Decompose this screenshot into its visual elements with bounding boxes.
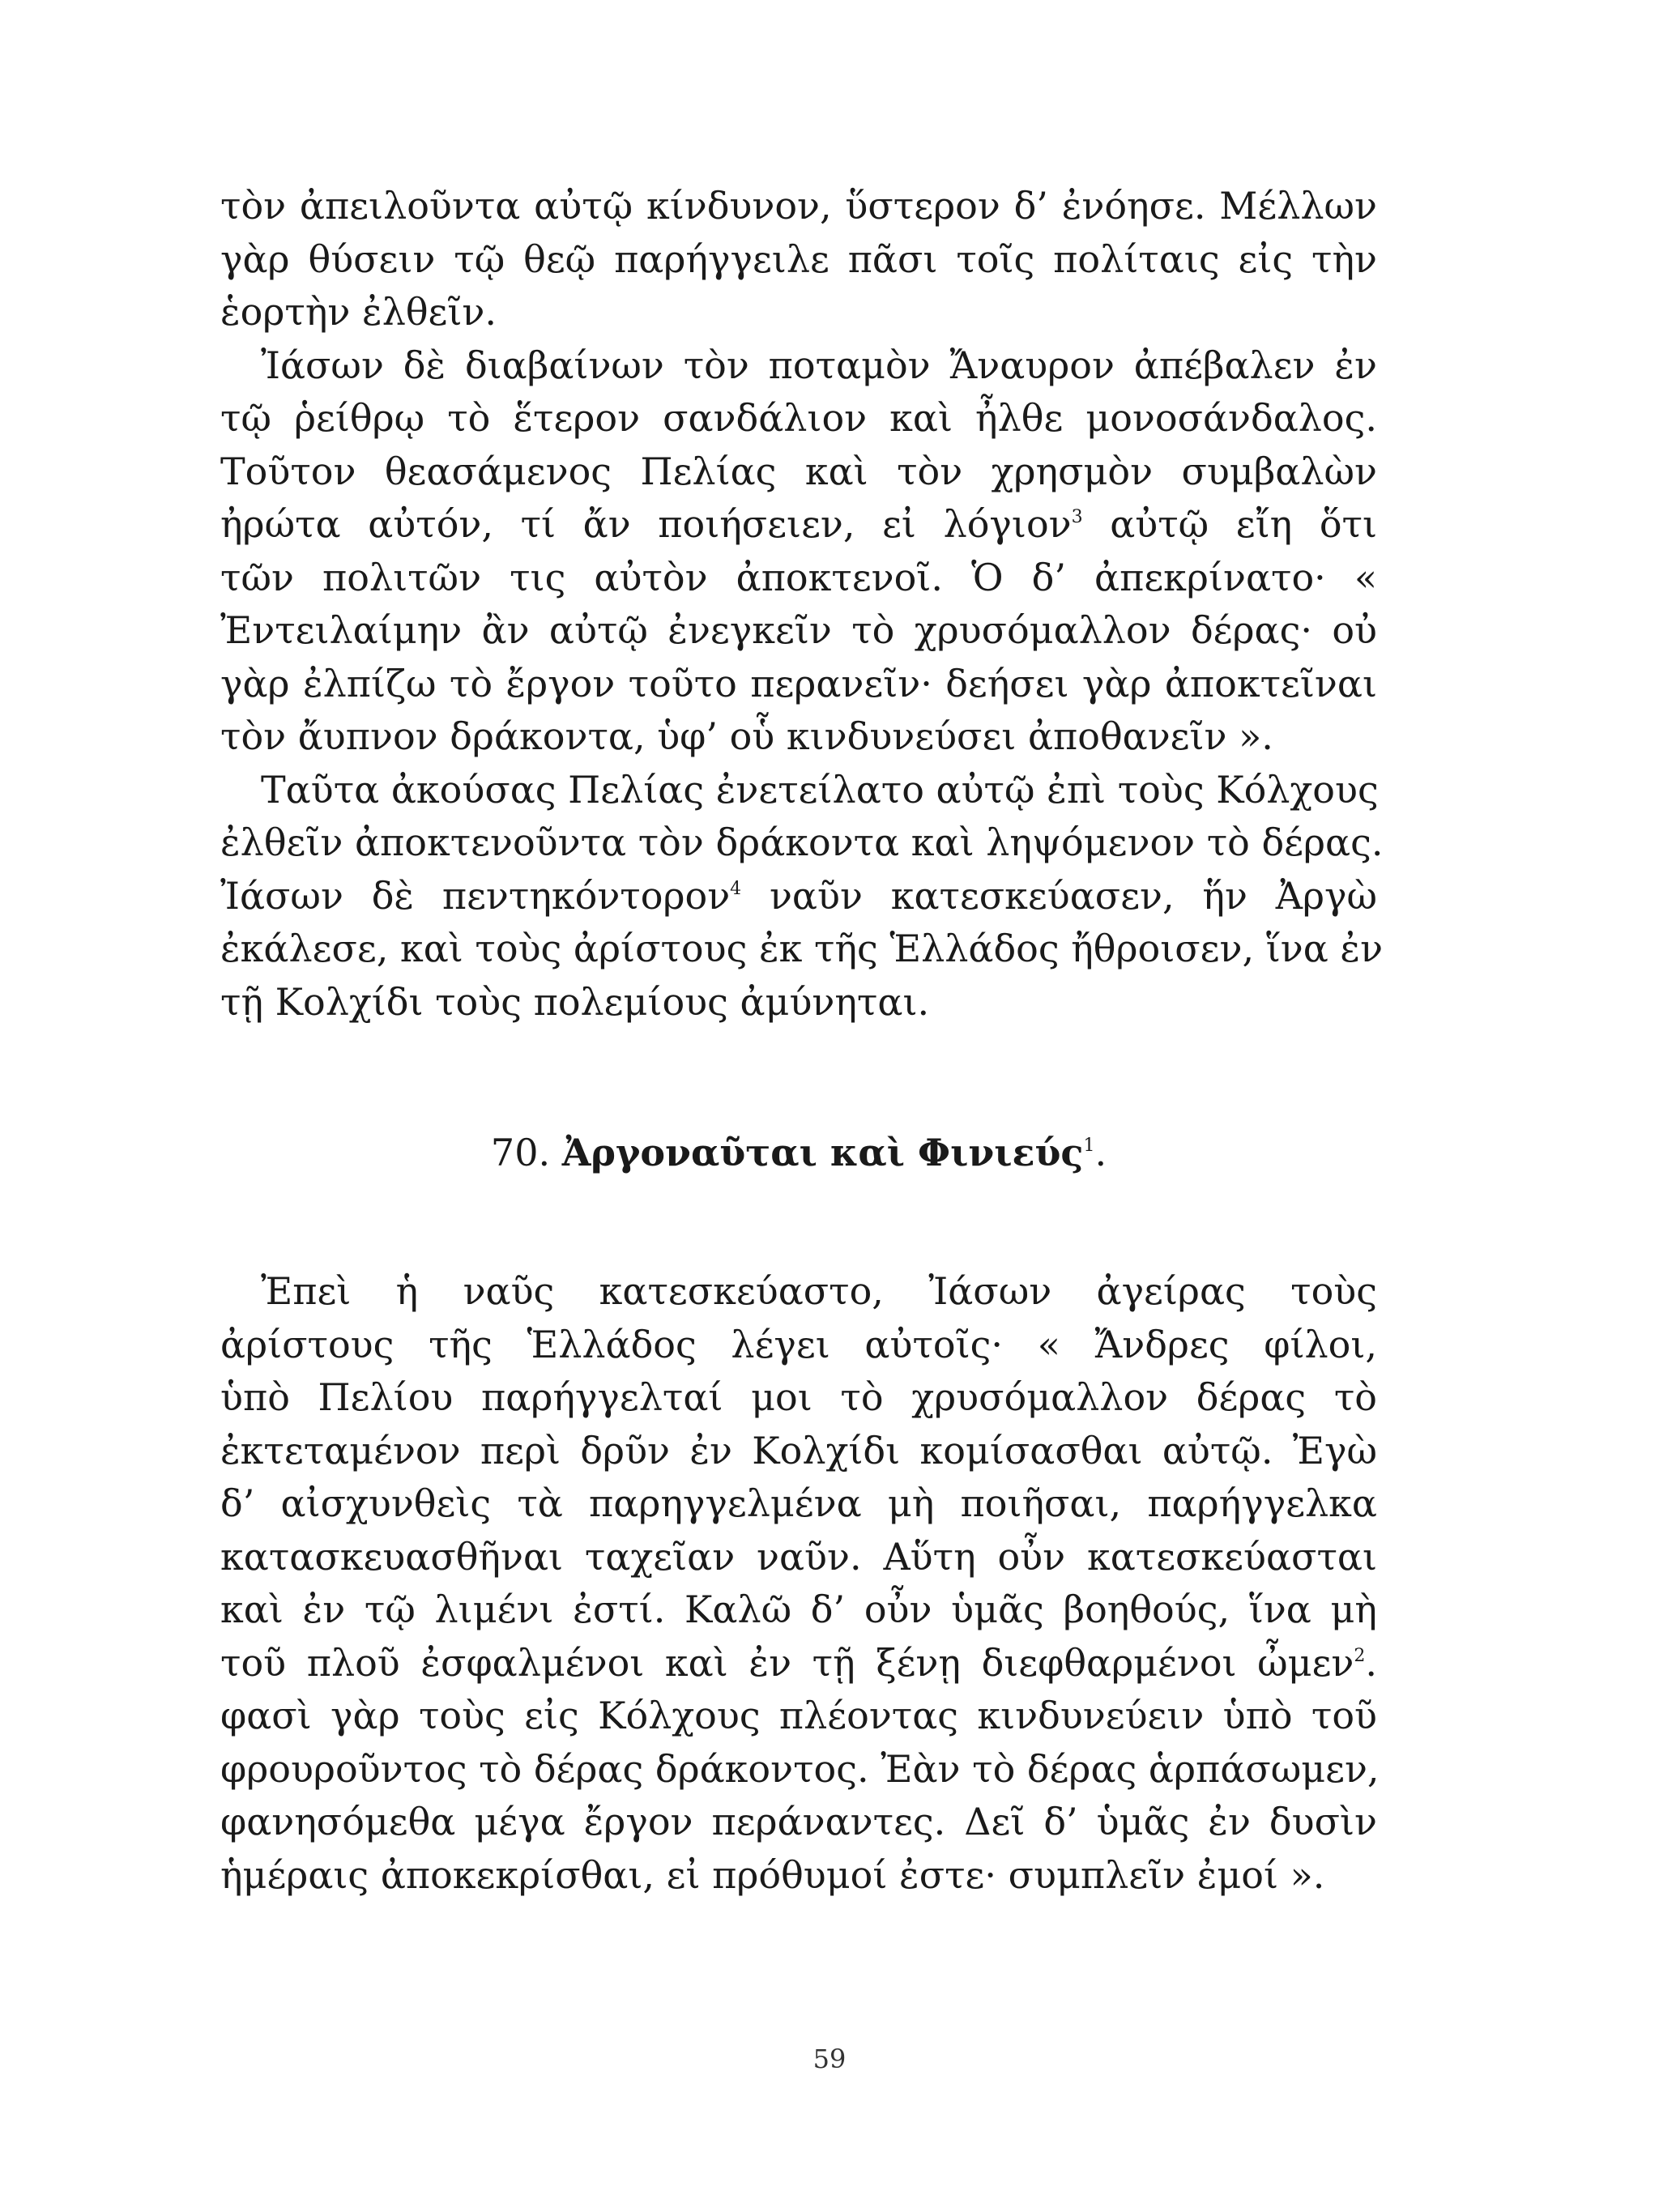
text-line: τῷ ῥείθρῳ τὸ ἕτερον σανδάλιον καὶ ἦλθε μονοσάνδαλος. [220, 396, 1377, 440]
text-line: τὸν ἀπειλοῦντα αὐτῷ κίνδυνον, ὕστερον δ’ ἐνόησε. Μέλλων [220, 184, 1377, 228]
footnote-marker: 3 [1071, 507, 1083, 527]
text-line: ἡμέραις ἀποκεκρίσθαι, εἰ πρόθυμοί ἐστε· συμπλεῖν ἐμοί ». [220, 1852, 1325, 1897]
text-line: φανησόμεθα μέγα ἔργον περάναντες. Δεῖ δ’ ὑμᾶς ἐν δυσὶν [220, 1800, 1377, 1843]
text-line: ἐκάλεσε, καὶ τοὺς ἀρίστους ἐκ τῆς Ἑλλάδος ἤθροισεν, ἵνα ἐν [220, 927, 1384, 970]
text-line: δ’ αἰσχυνθεὶς τὰ παρηγγελμένα μὴ ποιῆσαι, παρήγγελκα [220, 1481, 1377, 1525]
body-text-block [220, 180, 1384, 1897]
footnote-marker: 4 [730, 878, 742, 899]
text-line: ἠρώτα αὐτόν, τί ἄν ποιήσειεν, εἰ λόγιον$^3$ αὐτῷ εἴη ὅτι [220, 502, 1377, 546]
text-line: Ἐντειλαίμην ἂν αὐτῷ ἐνεγκεῖν τὸ χρυσόμαλλον δέρας· οὐ [220, 608, 1377, 652]
section-title: Ἀργοναῦται καὶ Φινιεύς [561, 1131, 1084, 1174]
text-line: ἐκτεταμένον περὶ δρῦν ἐν Κολχίδι κομίσασθαι αὐτῷ. Ἐγὼ [220, 1428, 1377, 1473]
text-line: ὑπὸ Πελίου παρήγγελταί μοι τὸ χρυσόμαλλον δέρας τὸ [220, 1375, 1377, 1419]
footnote-marker: 2 [1354, 1645, 1366, 1666]
text-line: ἀρίστους τῆς Ἑλλάδος λέγει αὐτοῖς· « Ἄνδρες φίλοι, [220, 1322, 1377, 1366]
text-line: ἑορτὴν ἐλθεῖν. [220, 290, 497, 334]
text-line: καὶ ἐν τῷ λιμένι ἐστί. Καλῶ δ’ οὖν ὑμᾶς βοηθούς, ἵνα μὴ [220, 1588, 1377, 1631]
text-line: γὰρ ἐλπίζω τὸ ἔργον τοῦτο περανεῖν· δεήσει γὰρ ἀποκτεῖναι [220, 661, 1377, 705]
section-heading [220, 1126, 1377, 1179]
text-line: Ταῦτα ἀκούσας Πελίας ἐνετείλατο αὐτῷ ἐπὶ τοὺς Κόλχους [261, 767, 1379, 812]
heading-trailing-punctuation: . [1094, 1131, 1107, 1174]
text-line: τὸν ἄυπνον δράκοντα, ὑφ’ οὗ κινδυνεύσει ἀποθανεῖν ». [220, 714, 1273, 758]
text-line: Ἰάσων δὲ πεντηκόντορον$^4$ ναῦν κατεσκεύασεν, ἥν Ἀργὼ [220, 873, 1377, 918]
section-body [220, 1265, 1380, 1902]
text-line: ἐλθεῖν ἀποκτενοῦντα τὸν δράκοντα καὶ ληψόμενον τὸ δέρας. [220, 820, 1384, 864]
text-line: Ἐπεὶ ἡ ναῦς κατεσκεύαστο, Ἰάσων ἀγείρας τοὺς [261, 1269, 1377, 1313]
text-line: φασὶ γὰρ τοὺς εἰς Κόλχους πλέοντας κινδυνεύειν ὑπὸ τοῦ [220, 1694, 1377, 1737]
text-line: Ἰάσων δὲ διαβαίνων τὸν ποταμὸν Ἄναυρον ἀπέβαλεν ἐν [261, 343, 1377, 387]
footnote-marker: 1 [1083, 1136, 1095, 1156]
text-line: φρουροῦντος τὸ δέρας δράκοντος. Ἐὰν τὸ δέρας ἁρπάσωμεν, [220, 1746, 1380, 1791]
text-line: Τοῦτον θεασάμενος Πελίας καὶ τὸν χρησμὸν συμβαλὼν [220, 449, 1377, 493]
text-line: γὰρ θύσειν τῷ θεῷ παρήγγειλε πᾶσι τοῖς πολίταις εἰς τὴν [220, 237, 1377, 281]
text-line: τῶν πολιτῶν τις αὐτὸν ἀποκτενοῖ. Ὁ δ’ ἀπεκρίνατο· « [220, 555, 1377, 599]
text-line: κατασκευασθῆναι ταχεῖαν ναῦν. Αὕτη οὖν κατεσκεύασται [220, 1534, 1377, 1579]
section-number: 70. [490, 1131, 551, 1174]
page-number: 59 [812, 2044, 847, 2074]
text-line: τῇ Κολχίδι τοὺς πολεμίους ἀμύνηται. [220, 979, 930, 1024]
text-line: τοῦ πλοῦ ἐσφαλμένοι καὶ ἐν τῇ ξένῃ διεφθαρμένοι ὦμεν$^2$. [220, 1640, 1377, 1685]
